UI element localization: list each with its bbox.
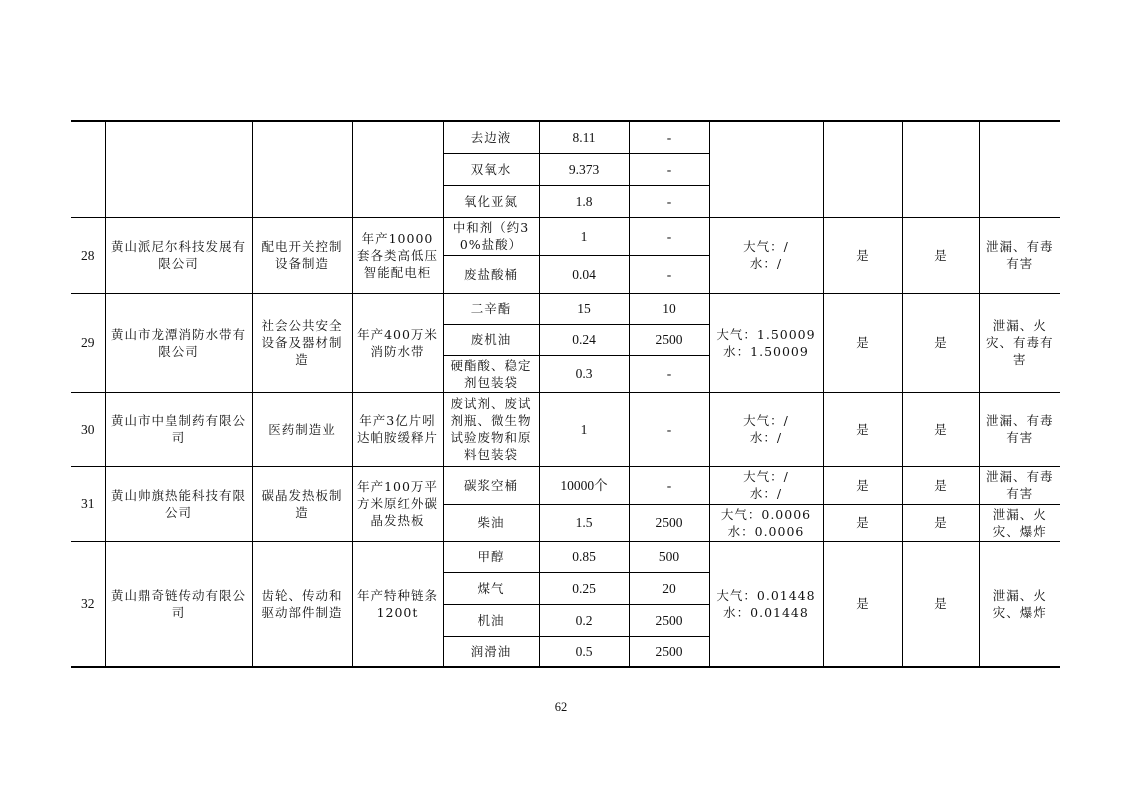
emission-air: 大气：0.01448 xyxy=(716,587,816,603)
risk-cell: 泄漏、火灾、爆炸 xyxy=(979,541,1060,667)
risk-cell xyxy=(979,121,1060,217)
material-cell: 双氧水 xyxy=(443,153,539,185)
company-cell: 黄山市龙潭消防水带有限公司 xyxy=(105,293,252,392)
company-cell: 黄山派尼尔科技发展有限公司 xyxy=(105,217,252,293)
threshold-cell: 2500 xyxy=(629,636,709,667)
emission-air: 大气：/ xyxy=(743,239,789,254)
no-cell: 31 xyxy=(71,466,105,541)
no-cell: 29 xyxy=(71,293,105,392)
amount-cell: 0.25 xyxy=(539,572,629,604)
flag1-cell xyxy=(823,121,902,217)
risk-cell: 泄漏、火灾、有毒有害 xyxy=(979,293,1060,392)
emission-water: 水：/ xyxy=(749,430,783,445)
threshold-cell: - xyxy=(629,153,709,185)
flag1-cell: 是 xyxy=(823,293,902,392)
table-row xyxy=(71,392,1060,466)
material-cell: 煤气 xyxy=(443,572,539,604)
table-row xyxy=(71,121,1060,153)
threshold-cell: - xyxy=(629,217,709,255)
amount-cell: 0.04 xyxy=(539,255,629,293)
no-cell: 28 xyxy=(71,217,105,293)
emission-water: 水：0.01448 xyxy=(723,604,809,620)
emission-air: 大气：1.50009 xyxy=(716,326,816,342)
amount-cell: 1 xyxy=(539,217,629,255)
flag2-cell: 是 xyxy=(902,504,979,541)
material-cell: 柴油 xyxy=(443,504,539,541)
capacity-cell: 年产400万米消防水带 xyxy=(352,293,443,392)
material-cell: 氧化亚氮 xyxy=(443,185,539,217)
threshold-cell: - xyxy=(629,392,709,466)
amount-cell: 15 xyxy=(539,293,629,324)
material-cell: 硬酯酸、稳定剂包装袋 xyxy=(443,355,539,392)
risk-cell: 泄漏、火灾、爆炸 xyxy=(979,504,1060,541)
threshold-cell: - xyxy=(629,466,709,504)
emission-air: 大气：/ xyxy=(743,469,789,484)
company-cell xyxy=(105,121,252,217)
capacity-cell: 年产100万平方米原红外碳晶发热板 xyxy=(352,466,443,541)
emission-water: 水：1.50009 xyxy=(723,343,809,359)
capacity-cell: 年产特种链条1200t xyxy=(352,541,443,667)
flag2-cell: 是 xyxy=(902,466,979,504)
amount-cell: 0.5 xyxy=(539,636,629,667)
emission-cell xyxy=(709,541,823,667)
threshold-cell: - xyxy=(629,185,709,217)
amount-cell: 1.8 xyxy=(539,185,629,217)
threshold-cell: 2500 xyxy=(629,504,709,541)
company-cell: 黄山帅旗热能科技有限公司 xyxy=(105,466,252,541)
threshold-cell: - xyxy=(629,121,709,153)
threshold-cell: - xyxy=(629,255,709,293)
flag2-cell: 是 xyxy=(902,392,979,466)
material-cell: 废试剂、废试剂瓶、微生物试验废物和原料包装袋 xyxy=(443,392,539,466)
emission-cell xyxy=(709,293,823,392)
risk-cell: 泄漏、有毒有害 xyxy=(979,217,1060,293)
industry-cell xyxy=(252,121,352,217)
company-cell: 黄山市中皇制药有限公司 xyxy=(105,392,252,466)
emission-water: 水：/ xyxy=(749,256,783,271)
emission-cell xyxy=(709,466,823,504)
flag1-cell: 是 xyxy=(823,466,902,504)
capacity-cell: 年产3亿片吲达帕胺缓释片 xyxy=(352,392,443,466)
threshold-cell: 20 xyxy=(629,572,709,604)
table-row xyxy=(71,217,1060,255)
risk-cell: 泄漏、有毒有害 xyxy=(979,392,1060,466)
flag2-cell: 是 xyxy=(902,541,979,667)
material-cell: 废机油 xyxy=(443,324,539,355)
amount-cell: 0.85 xyxy=(539,541,629,572)
material-cell: 去边液 xyxy=(443,121,539,153)
capacity-cell xyxy=(352,121,443,217)
company-cell: 黄山鼎奇链传动有限公司 xyxy=(105,541,252,667)
flag1-cell: 是 xyxy=(823,392,902,466)
amount-cell: 0.3 xyxy=(539,355,629,392)
industry-cell: 社会公共安全设备及器材制造 xyxy=(252,293,352,392)
material-cell: 废盐酸桶 xyxy=(443,255,539,293)
threshold-cell: 500 xyxy=(629,541,709,572)
material-cell: 二辛酯 xyxy=(443,293,539,324)
amount-cell: 0.2 xyxy=(539,604,629,636)
emission-cell xyxy=(709,217,823,293)
amount-cell: 0.24 xyxy=(539,324,629,355)
flag1-cell: 是 xyxy=(823,504,902,541)
industry-cell: 齿轮、传动和驱动部件制造 xyxy=(252,541,352,667)
no-cell: 32 xyxy=(71,541,105,667)
threshold-cell: 2500 xyxy=(629,604,709,636)
emission-air: 大气：/ xyxy=(743,413,789,428)
material-cell: 润滑油 xyxy=(443,636,539,667)
emission-cell xyxy=(709,504,823,541)
industry-cell: 医药制造业 xyxy=(252,392,352,466)
flag2-cell: 是 xyxy=(902,217,979,293)
emission-cell xyxy=(709,121,823,217)
page-number: 62 xyxy=(554,700,568,714)
threshold-cell: - xyxy=(629,355,709,392)
industry-cell: 碳晶发热板制造 xyxy=(252,466,352,541)
emission-water: 水：0.0006 xyxy=(727,523,805,539)
flag1-cell: 是 xyxy=(823,217,902,293)
emission-water: 水：/ xyxy=(749,486,783,501)
material-cell: 机油 xyxy=(443,604,539,636)
threshold-cell: 2500 xyxy=(629,324,709,355)
amount-cell: 8.11 xyxy=(539,121,629,153)
material-cell: 碳浆空桶 xyxy=(443,466,539,504)
no-cell xyxy=(71,121,105,217)
no-cell: 30 xyxy=(71,392,105,466)
amount-cell: 1.5 xyxy=(539,504,629,541)
table-row xyxy=(71,293,1060,324)
industry-cell: 配电开关控制设备制造 xyxy=(252,217,352,293)
material-cell: 中和剂（约30%盐酸） xyxy=(443,217,539,255)
table-row xyxy=(71,541,1060,572)
material-cell: 甲醇 xyxy=(443,541,539,572)
emission-cell xyxy=(709,392,823,466)
table-row xyxy=(71,466,1060,504)
emission-air: 大气：0.0006 xyxy=(720,506,812,522)
flag2-cell xyxy=(902,121,979,217)
amount-cell: 10000个 xyxy=(539,466,629,504)
enterprise-risk-table xyxy=(71,120,1060,668)
risk-cell: 泄漏、有毒有害 xyxy=(979,466,1060,504)
capacity-cell: 年产10000套各类高低压智能配电柜 xyxy=(352,217,443,293)
flag2-cell: 是 xyxy=(902,293,979,392)
amount-cell: 9.373 xyxy=(539,153,629,185)
flag1-cell: 是 xyxy=(823,541,902,667)
amount-cell: 1 xyxy=(539,392,629,466)
threshold-cell: 10 xyxy=(629,293,709,324)
